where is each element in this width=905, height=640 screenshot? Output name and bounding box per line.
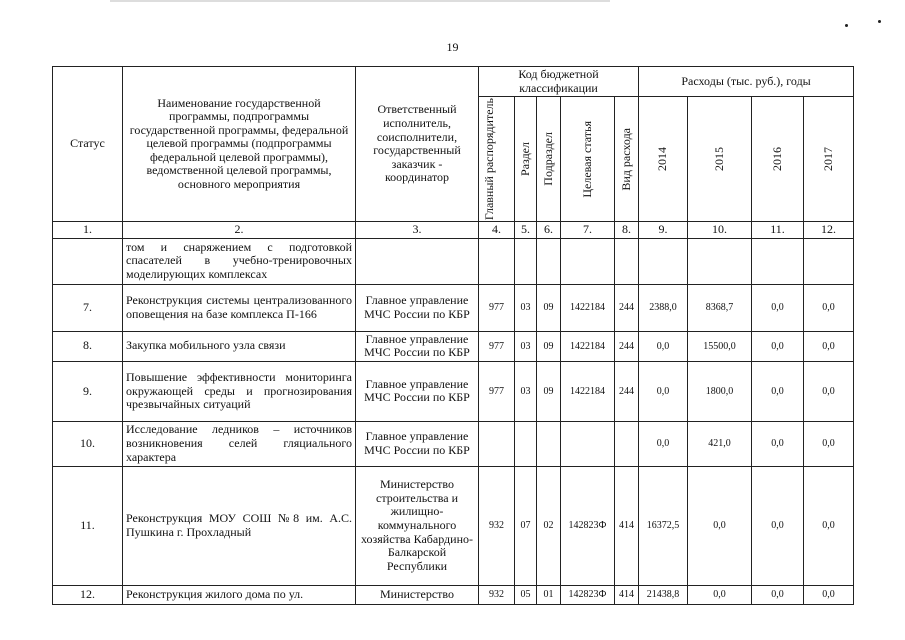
row-target: 142823Ф: [561, 585, 615, 604]
table-row: [53, 361, 854, 421]
header-2016: 2016: [752, 97, 804, 222]
row-grbs: 977: [479, 361, 515, 421]
col-number: 10.: [688, 222, 752, 239]
col-number: 4.: [479, 222, 515, 239]
row-grbs: [479, 238, 515, 284]
row-status: 7.: [53, 284, 123, 331]
row-2016: 0,0: [752, 331, 804, 361]
row-2015: 0,0: [688, 466, 752, 585]
header-podrazdel: Подраздел: [537, 97, 561, 222]
row-2014: 0,0: [639, 331, 688, 361]
row-podrazdel: 09: [537, 361, 561, 421]
row-name: Закупка мобильного узла связи: [123, 331, 356, 361]
row-podrazdel: [537, 238, 561, 284]
row-vid: [615, 238, 639, 284]
header-row: [53, 67, 854, 97]
header-2014: 2014: [639, 97, 688, 222]
col-number: 11.: [752, 222, 804, 239]
row-2015: 0,0: [688, 585, 752, 604]
row-status: 12.: [53, 585, 123, 604]
row-target: [561, 238, 615, 284]
row-responsible: Главное управление МЧС России по КБР: [356, 331, 479, 361]
col-number: 5.: [515, 222, 537, 239]
col-number: 1.: [53, 222, 123, 239]
row-vid: 414: [615, 466, 639, 585]
col-number: 3.: [356, 222, 479, 239]
row-2016: 0,0: [752, 421, 804, 466]
row-2014: [639, 238, 688, 284]
row-responsible: [356, 238, 479, 284]
row-target: 1422184: [561, 331, 615, 361]
row-2016: 0,0: [752, 585, 804, 604]
header-budget-code: Код бюджетной классификации: [479, 67, 639, 97]
row-responsible: Главное управление МЧС России по КБР: [356, 284, 479, 331]
row-vid: 414: [615, 585, 639, 604]
row-razdel: 03: [515, 361, 537, 421]
row-2017: 0,0: [804, 331, 854, 361]
row-2017: [804, 238, 854, 284]
col-number: 7.: [561, 222, 615, 239]
row-2016: 0,0: [752, 361, 804, 421]
row-razdel: [515, 421, 537, 466]
row-status: 11.: [53, 466, 123, 585]
row-name: Исследование ледников – источников возникновения селей гляциального характера: [123, 421, 356, 466]
row-responsible: Главное управление МЧС России по КБР: [356, 421, 479, 466]
row-status: 8.: [53, 331, 123, 361]
table-row: [53, 421, 854, 466]
row-grbs: 977: [479, 284, 515, 331]
row-podrazdel: 09: [537, 284, 561, 331]
row-razdel: [515, 238, 537, 284]
row-name: том и снаряжением с подготовкой спасателей в учебно-тренировочных моделирующих комплексах: [123, 238, 356, 284]
header-razdel: Раздел: [515, 97, 537, 222]
row-responsible: Министерство строительства и жилищно-коммунального хозяйства Кабардино-Балкарской Республики: [356, 466, 479, 585]
row-grbs: 932: [479, 585, 515, 604]
table-row: [53, 284, 854, 331]
table-row: [53, 585, 854, 604]
header-status: Статус: [53, 67, 123, 222]
scan-dot: [878, 20, 881, 23]
row-2014: 21438,8: [639, 585, 688, 604]
header-grbs: Главный распорядитель: [479, 97, 515, 222]
row-name: Повышение эффективности мониторинга окружающей среды и прогнозирования чрезвычайных ситуаций: [123, 361, 356, 421]
row-razdel: 03: [515, 331, 537, 361]
header-responsible: Ответственный исполнитель, соисполнители, государственный заказчик - координатор: [356, 67, 479, 222]
row-vid: [615, 421, 639, 466]
row-2016: 0,0: [752, 284, 804, 331]
row-status: 10.: [53, 421, 123, 466]
row-2015: 8368,7: [688, 284, 752, 331]
row-2017: 0,0: [804, 361, 854, 421]
table-row: [53, 466, 854, 585]
row-2015: 15500,0: [688, 331, 752, 361]
row-podrazdel: [537, 421, 561, 466]
col-number: 9.: [639, 222, 688, 239]
row-2017: 0,0: [804, 466, 854, 585]
row-2015: [688, 238, 752, 284]
header-vid: Вид расхода: [615, 97, 639, 222]
row-2014: 0,0: [639, 421, 688, 466]
row-grbs: 932: [479, 466, 515, 585]
row-podrazdel: 09: [537, 331, 561, 361]
row-target: 1422184: [561, 361, 615, 421]
budget-table: [52, 66, 854, 605]
col-number: 12.: [804, 222, 854, 239]
row-2016: [752, 238, 804, 284]
scan-dot: [845, 24, 848, 27]
row-responsible: Министерство: [356, 585, 479, 604]
row-razdel: 05: [515, 585, 537, 604]
row-2017: 0,0: [804, 421, 854, 466]
row-grbs: 977: [479, 331, 515, 361]
header-2017: 2017: [804, 97, 854, 222]
row-vid: 244: [615, 331, 639, 361]
row-responsible: Главное управление МЧС России по КБР: [356, 361, 479, 421]
column-numbers-row: [53, 222, 854, 239]
row-razdel: 03: [515, 284, 537, 331]
table-row: [53, 238, 854, 284]
header-name: Наименование государственной программы, подпрограммы государственной программы, федеральной целевой программы (подпрограммы федеральной целевой программы), ведомственной целевой программы, основного мероприятия: [123, 67, 356, 222]
row-name: Реконструкция МОУ СОШ №8 им. А.С. Пушкина г. Прохладный: [123, 466, 356, 585]
row-2015: 1800,0: [688, 361, 752, 421]
row-name: Реконструкция жилого дома по ул.: [123, 585, 356, 604]
scan-artifact: [110, 0, 610, 2]
header-target: Целевая статья: [561, 97, 615, 222]
row-2015: 421,0: [688, 421, 752, 466]
row-name: Реконструкция системы централизованного оповещения на базе комплекса П-166: [123, 284, 356, 331]
row-target: 1422184: [561, 284, 615, 331]
page-number: 19: [446, 40, 459, 54]
row-vid: 244: [615, 361, 639, 421]
row-2017: 0,0: [804, 585, 854, 604]
table-row: [53, 331, 854, 361]
row-2014: 0,0: [639, 361, 688, 421]
row-target: [561, 421, 615, 466]
row-vid: 244: [615, 284, 639, 331]
row-podrazdel: 02: [537, 466, 561, 585]
row-2014: 16372,5: [639, 466, 688, 585]
row-grbs: [479, 421, 515, 466]
row-2016: 0,0: [752, 466, 804, 585]
header-2015: 2015: [688, 97, 752, 222]
col-number: 6.: [537, 222, 561, 239]
row-target: 142823Ф: [561, 466, 615, 585]
row-podrazdel: 01: [537, 585, 561, 604]
col-number: 8.: [615, 222, 639, 239]
col-number: 2.: [123, 222, 356, 239]
row-2017: 0,0: [804, 284, 854, 331]
header-expenses: Расходы (тыс. руб.), годы: [639, 67, 854, 97]
row-status: [53, 238, 123, 284]
row-2014: 2388,0: [639, 284, 688, 331]
row-razdel: 07: [515, 466, 537, 585]
row-status: 9.: [53, 361, 123, 421]
